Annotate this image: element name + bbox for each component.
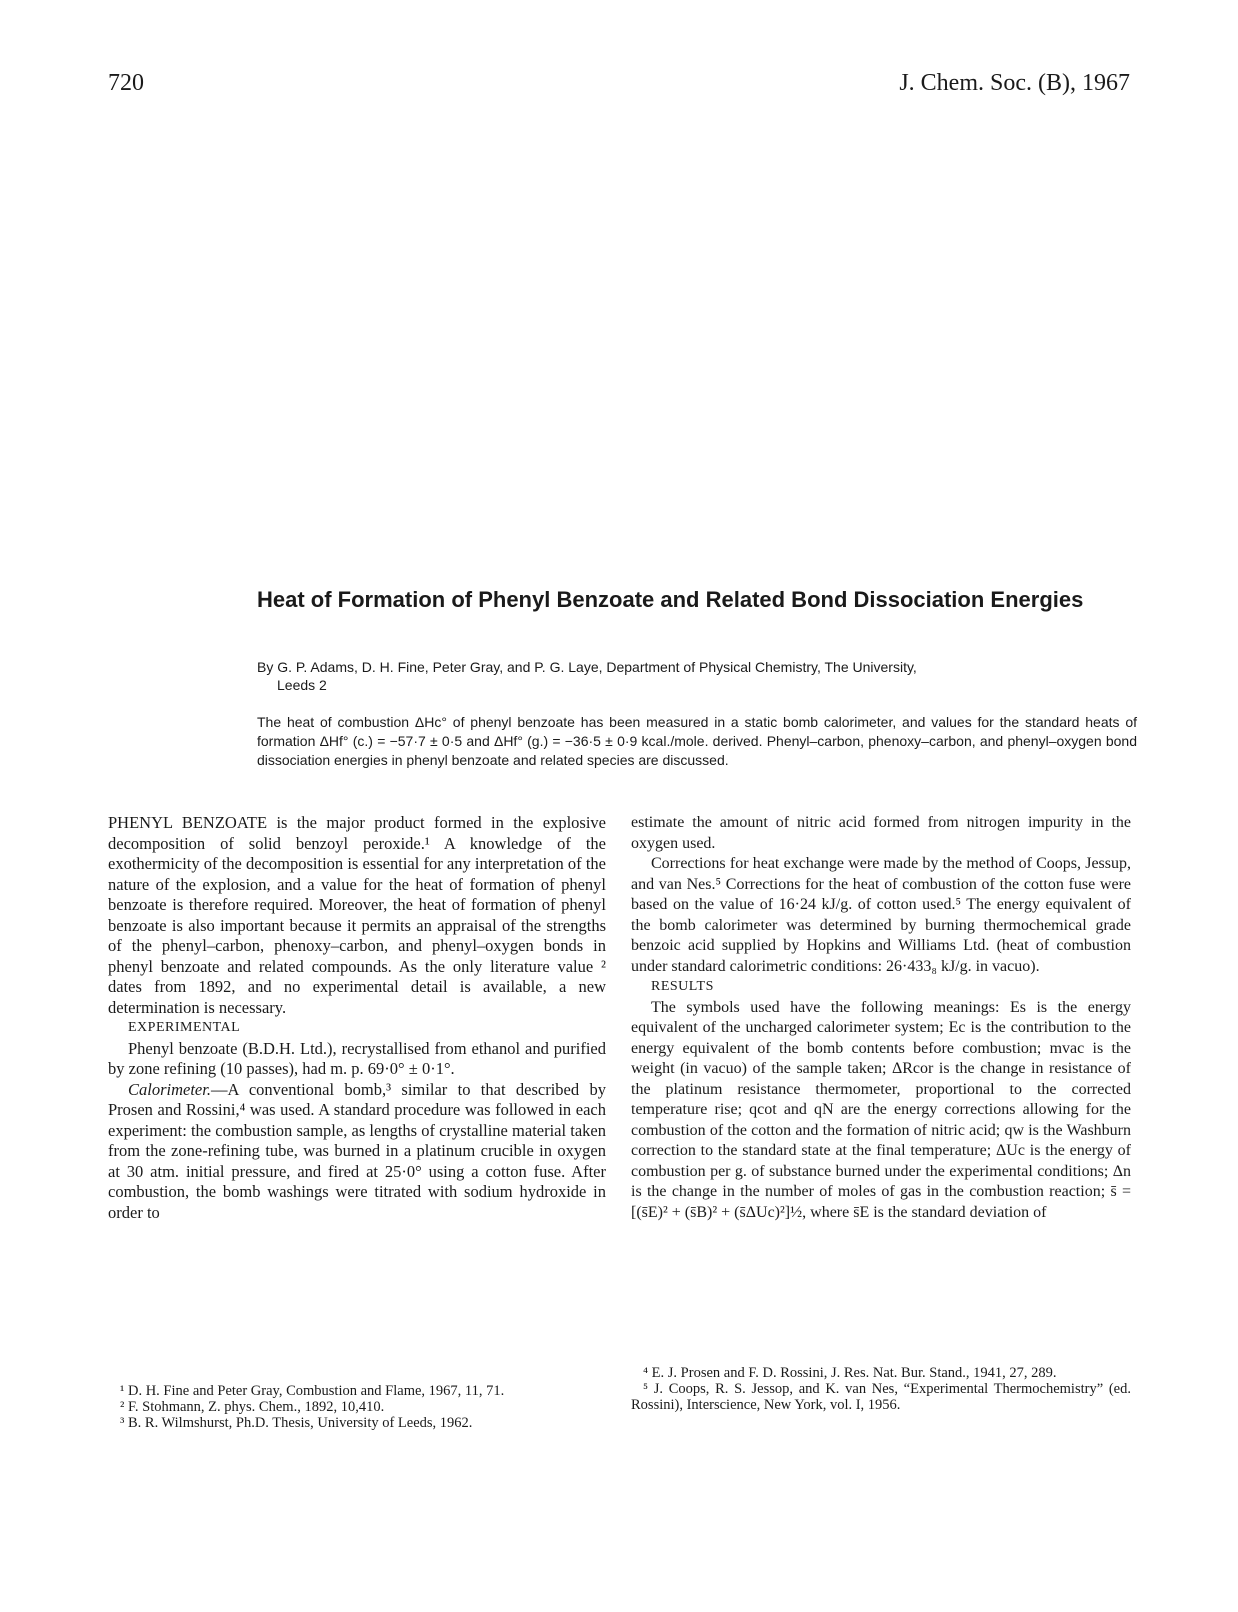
footnote: ⁴ E. J. Prosen and F. D. Rossini, J. Res. Nat. Bur. Stand., 1941, 27, 289. [643,1365,1057,1381]
results-heading: RESULTS [651,979,714,994]
byline-text: By G. P. Adams, D. H. Fine, Peter Gray, and P. G. Laye, Department of Physical Chemistry, The University, [257,659,917,675]
calorimeter-label: Calorimeter. [128,1079,211,1099]
corrections-paragraph: Corrections for heat exchange were made by the method of Coops, Jessup, and van Nes.⁵ Corrections for the heat of combustion of the cotton fuse were based on the value of 16·24 kJ/g. of cotton used.⁵ The energy equivalent of the bomb calorimeter was determined by burning thermochemical grade benzoic acid supplied by Hopkins and Williams Ltd. (heat of combustion under standard calorimetric conditions: 26·433₈ kJ/g. in vacuo). [631,855,1131,975]
continuation-paragraph: estimate the amount of nitric acid formed from nitrogen impurity in the oxygen used. [631,814,1131,852]
journal-citation: J. Chem. Soc. (B), 1967 [899,70,1130,96]
footnote: ² F. Stohmann, Z. phys. Chem., 1892, 10,410. [120,1399,385,1415]
footnotes-left [108,1383,606,1431]
calorimeter-paragraph [108,1080,606,1224]
intro-paragraph: PHENYL BENZOATE is the major product formed in the explosive decomposition of solid benzoyl peroxide.¹ A knowledge of the exothermicity of the decomposition is essential for any interpretation of the nature of the explosion, and a value for the heat of formation of phenyl benzoate is therefore required. Moreover, the heat of formation of phenyl benzoate is also important because it permits an appraisal of the strengths of the phenyl–carbon, phenoxy–carbon, and phenyl–oxygen bonds in phenyl benzoate and related compounds. As the only literature value ² dates from 1892, and no experimental detail is available, a new determination is necessary. [108,813,606,1017]
experimental-heading: EXPERIMENTAL [128,1020,241,1035]
left-column [108,813,606,1223]
article-title: Heat of Formation of Phenyl Benzoate and Related Bond Dissociation Energies [257,587,1084,612]
footnote: ³ B. R. Wilmshurst, Ph.D. Thesis, University of Leeds, 1962. [120,1415,473,1431]
results-paragraph: The symbols used have the following meanings: Es is the energy equivalent of the uncharged calorimeter system; Ec is the contribution to the energy equivalent of the bomb contents before combustion; mvac is the weight (in vacuo) of the sample taken; ΔRcor is the change in resistance of the platinum resistance thermometer, proportional to the corrected temperature rise; qcot and qN are the energy corrections allowing for the combustion of the cotton and the formation of nitric acid; qw is the Washburn correction to the standard state at the final temperature; ΔUc is the energy of combustion per g. of substance burned under the experimental conditions; Δn is the change in the number of moles of gas in the combustion reaction; s̄ = [(s̄E)² + (s̄B)² + (s̄ΔUc)²]½, where s̄E is the standard deviation of [631,998,1131,1221]
affiliation-continuation: Leeds 2 [277,677,327,693]
footnotes-right [631,1365,1131,1413]
footnote: ⁵ J. Coops, R. S. Jessop, and K. van Nes, “Experimental Thermochemistry” (ed. Rossini), Interscience, New York, vol. I, 1956. [631,1381,1131,1413]
page-number: 720 [108,70,144,96]
abstract: The heat of combustion ΔHc° of phenyl benzoate has been measured in a static bomb calorimeter, and values for the standard heats of formation ΔHf° (c.) = −57·7 ± 0·5 and ΔHf° (g.) = −36·5 ± 0·9 kcal./mole. derived. Phenyl–carbon, phenoxy–carbon, and phenyl–oxygen bond dissociation energies in phenyl benzoate and related species are discussed. [257,714,1137,768]
footnote: ¹ D. H. Fine and Peter Gray, Combustion and Flame, 1967, 11, 71. [120,1383,505,1399]
calorimeter-text: —A conventional bomb,³ similar to that described by Prosen and Rossini,⁴ was used. A standard procedure was followed in each experiment: the combustion sample, as lengths of crystalline material taken from the zone-refining tube, was burned in a platinum crucible in oxygen at 30 atm. initial pressure, and fired at 25·0° using a cotton fuse. After combustion, the bomb washings were titrated with sodium hydroxide in order to [108,1079,606,1222]
author-byline [257,658,1137,694]
experimental-paragraph: Phenyl benzoate (B.D.H. Ltd.), recrystallised from ethanol and purified by zone refining (10 passes), had m. p. 69·0° ± 0·1°. [108,1038,606,1078]
right-column [631,813,1131,1223]
